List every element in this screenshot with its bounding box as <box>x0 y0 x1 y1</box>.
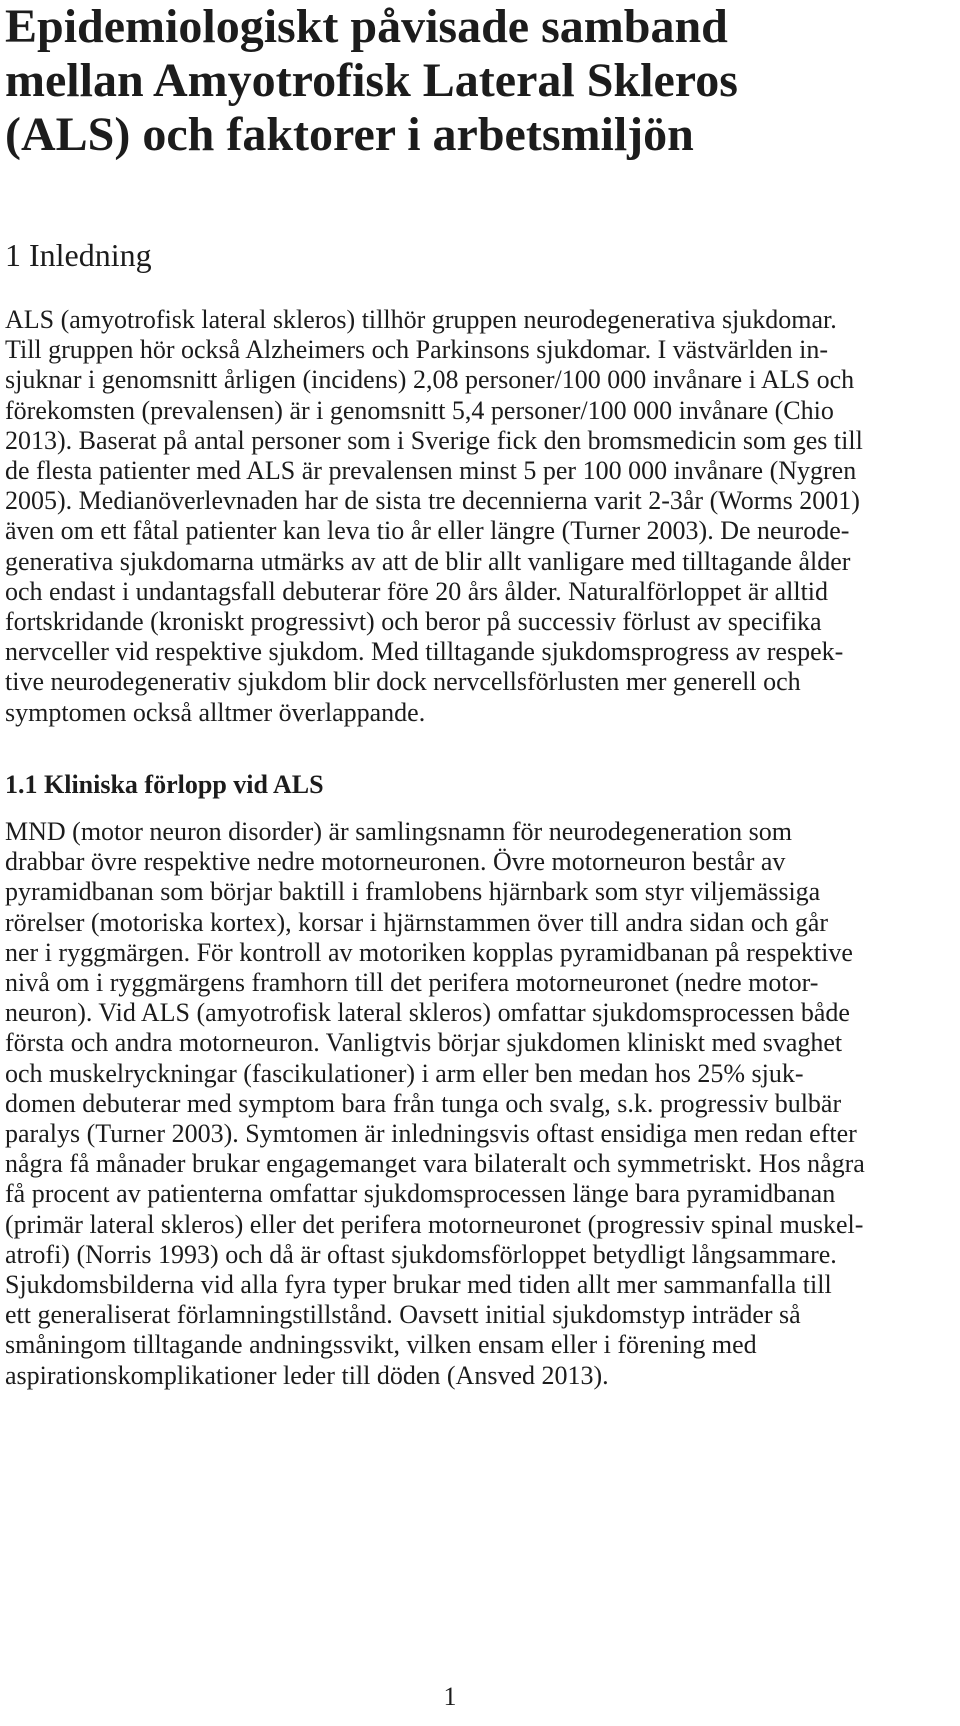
paragraph-line: förekomsten (prevalensen) är i genomsnitt 5,4 personer/100 000 invånare (Chio <box>5 395 834 425</box>
section-heading-inledning: 1 Inledning <box>5 237 152 273</box>
paragraph-line: ner i ryggmärgen. För kontroll av motoriken kopplas pyramidbanan på respektive <box>5 937 853 967</box>
title-line-3: (ALS) och faktorer i arbetsmiljön <box>5 108 694 161</box>
paragraph-line: och endast i undantagsfall debuterar före 20 års ålder. Naturalförloppet är alltid <box>5 576 829 606</box>
paragraph-line: första och andra motorneuron. Vanligtvis börjar sjukdomen kliniskt med svaghet <box>5 1028 843 1058</box>
paragraph-line: ett generaliserat förlamningstillstånd. Oavsett initial sjukdomstyp inträder så <box>5 1300 801 1330</box>
paragraph-line: få procent av patienterna omfattar sjukdomsprocessen länge bara pyramidbanan <box>5 1179 836 1209</box>
paragraph-line: atrofi) (Norris 1993) och då är oftast sjukdomsförloppet betydligt långsammare. <box>5 1239 837 1269</box>
paragraph-line: nivå om i ryggmärgens framhorn till det perifera motorneuronet (nedre motor- <box>5 968 819 998</box>
document-title <box>5 0 738 162</box>
paragraph-line: rörelser (motoriska kortex), korsar i hjärnstammen över till andra sidan och går <box>5 907 829 937</box>
paragraph-line: tive neurodegenerativ sjukdom blir dock nervcellsförlusten mer generell och <box>5 667 801 697</box>
paragraph-kliniska-forlopp <box>5 817 865 1391</box>
paragraph-line: även om ett fåtal patienter kan leva tio år eller längre (Turner 2003). De neurode- <box>5 516 850 546</box>
paragraph-line: drabbar övre respektive nedre motorneuronen. Övre motorneuron består av <box>5 847 786 877</box>
paragraph-line: pyramidbanan som börjar baktill i framlobens hjärnbark som styr viljemässiga <box>5 877 821 907</box>
paragraph-line: symptomen också alltmer överlappande. <box>5 697 426 727</box>
paragraph-line: småningom tilltagande andningssvikt, vilken ensam eller i förening med <box>5 1330 757 1360</box>
paragraph-line: paralys (Turner 2003). Symtomen är inledningsvis oftast ensidiga men redan efter <box>5 1119 857 1149</box>
paragraph-line: och muskelryckningar (fascikulationer) i arm eller ben medan hos 25% sjuk- <box>5 1058 804 1088</box>
paragraph-line: generativa sjukdomarna utmärks av att de blir allt vanligare med tilltagande ålder <box>5 546 851 576</box>
paragraph-line: neuron). Vid ALS (amyotrofisk lateral skleros) omfattar sjukdomsprocessen både <box>5 998 850 1028</box>
paragraph-line: aspirationskomplikationer leder till döden (Ansved 2013). <box>5 1360 609 1390</box>
paragraph-line: Till gruppen hör också Alzheimers och Parkinsons sjukdomar. I västvärlden in- <box>5 335 828 365</box>
page-number: 1 <box>443 1682 457 1711</box>
paragraph-line: några få månader brukar engagemanget vara bilateralt och symmetriskt. Hos några <box>5 1149 865 1179</box>
paragraph-line: MND (motor neuron disorder) är samlingsnamn för neurodegeneration som <box>5 817 793 846</box>
paragraph-line: 2005). Medianöverlevnaden har de sista tre decennierna varit 2-3år (Worms 2001) <box>5 486 860 516</box>
paragraph-line: 2013). Baserat på antal personer som i Sverige fick den bromsmedicin som ges till <box>5 425 863 455</box>
paragraph-line: fortskridande (kroniskt progressivt) och beror på successiv förlust av specifika <box>5 607 822 637</box>
title-line-2: mellan Amyotrofisk Lateral Skleros <box>5 54 738 107</box>
paragraph-line: (primär lateral skleros) eller det perifera motorneuronet (progressiv spinal muskel- <box>5 1209 864 1239</box>
paragraph-line: nervceller vid respektive sjukdom. Med tilltagande sjukdomsprogress av respek- <box>5 637 844 667</box>
title-line-1: Epidemiologiskt påvisade samband <box>5 0 728 53</box>
subsection-heading-kliniska-forlopp: 1.1 Kliniska förlopp vid ALS <box>5 770 324 799</box>
paragraph-line: domen debuterar med symptom bara från tunga och svalg, s.k. progressiv bulbär <box>5 1088 842 1118</box>
paragraph-line: ALS (amyotrofisk lateral skleros) tillhör gruppen neurodegenerativa sjukdomar. <box>5 305 837 334</box>
paragraph-line: Sjukdomsbilderna vid alla fyra typer brukar med tiden allt mer sammanfalla till <box>5 1270 832 1300</box>
paragraph-line: de flesta patienter med ALS är prevalensen minst 5 per 100 000 invånare (Nygren <box>5 456 857 486</box>
paragraph-inledning <box>5 305 863 728</box>
paragraph-line: sjuknar i genomsnitt årligen (incidens) 2,08 personer/100 000 invånare i ALS och <box>5 365 855 395</box>
